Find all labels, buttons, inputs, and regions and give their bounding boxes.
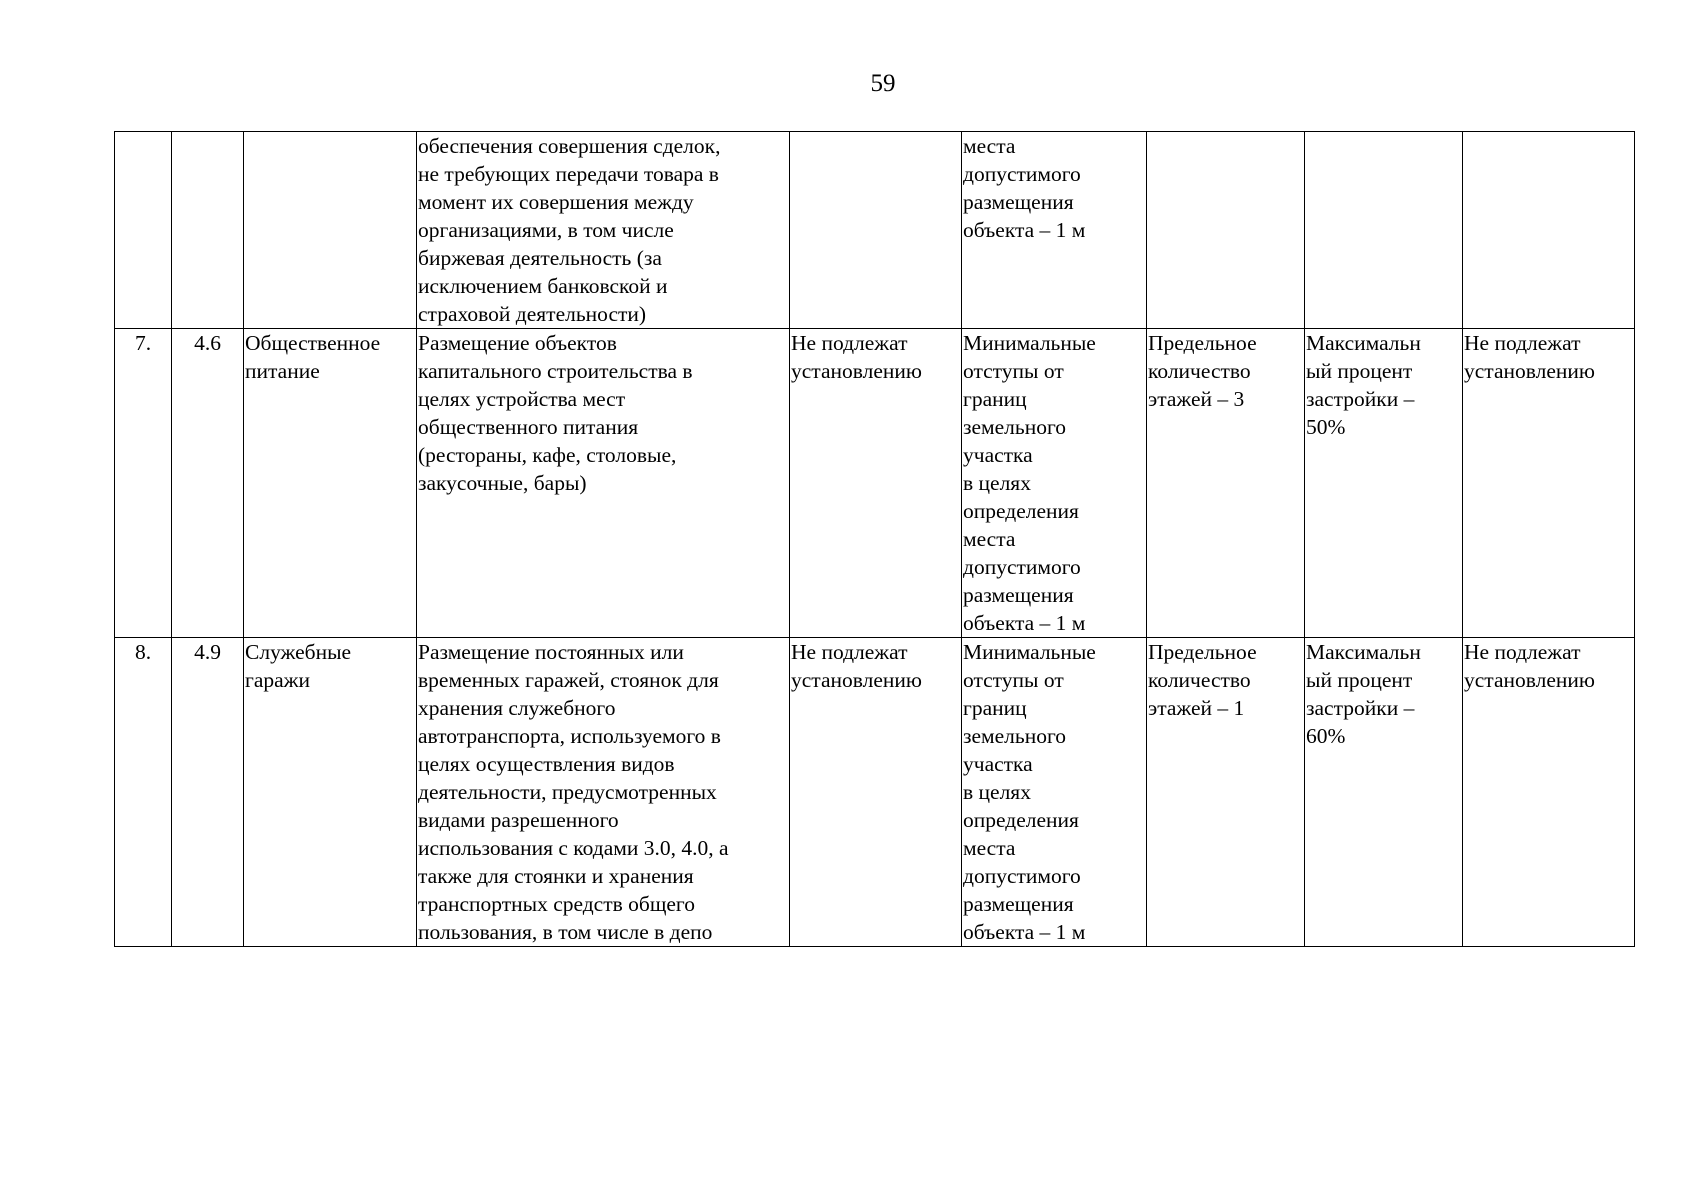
cell-text-line: отступы от: [963, 359, 1064, 383]
cell-text-line: границ: [963, 387, 1027, 411]
cell-text-line: хранения служебного: [418, 696, 616, 720]
cell-text-line: временных гаражей, стоянок для: [418, 668, 719, 692]
cell-text-line: капитального строительства в: [418, 359, 693, 383]
row-number-cell: [115, 132, 172, 329]
cell-text-line: границ: [963, 696, 1027, 720]
cell-text-line: ый процент: [1306, 668, 1413, 692]
table-row: [115, 329, 1635, 638]
use-name-cell: [244, 329, 417, 638]
other-params-cell: [1463, 329, 1635, 638]
cell-text-line: участка: [963, 443, 1033, 467]
cell-text-line: Максимальн: [1306, 640, 1421, 664]
cell-text-line: 60%: [1306, 724, 1346, 748]
cell-text-line: участка: [963, 752, 1033, 776]
cell-text-line: места: [963, 836, 1016, 860]
cell-text-line: Минимальные: [963, 640, 1096, 664]
cell-text-line: не требующих передачи товара в: [418, 162, 719, 186]
cell-text-line: установлению: [1464, 668, 1595, 692]
cell-text-line: автотранспорта, используемого в: [418, 724, 721, 748]
cell-text-line: также для стоянки и хранения: [418, 864, 694, 888]
cell-text-line: биржевая деятельность (за: [418, 246, 662, 270]
cell-text-line: размещения: [963, 892, 1074, 916]
cell-text-line: Размещение постоянных или: [418, 640, 684, 664]
cell-text-line: объекта – 1 м: [963, 218, 1086, 242]
cell-text-line: установлению: [1464, 359, 1595, 383]
cell-text-line: объекта – 1 м: [963, 920, 1086, 944]
use-description-cell: [417, 329, 790, 638]
cell-text-line: закусочные, бары): [418, 471, 587, 495]
cell-text-line: Не подлежат: [791, 331, 908, 355]
floors-cell: [1147, 132, 1305, 329]
use-name-cell: [244, 132, 417, 329]
setbacks-cell: [962, 329, 1147, 638]
other-params-cell: [1463, 132, 1635, 329]
setbacks-cell: [962, 638, 1147, 947]
cell-text-line: определения: [963, 499, 1079, 523]
cell-text-line: 50%: [1306, 415, 1346, 439]
cell-text-line: целях устройства мест: [418, 387, 626, 411]
cell-text-line: гаражи: [245, 668, 311, 692]
row-number-cell: 8.: [115, 638, 172, 947]
use-description-cell: [417, 638, 790, 947]
cell-text-line: Служебные: [245, 640, 352, 664]
cell-text-line: Предельное: [1148, 640, 1257, 664]
cell-text-line: объекта – 1 м: [963, 611, 1086, 635]
cell-text-line: земельного: [963, 724, 1067, 748]
cell-text-line: Минимальные: [963, 331, 1096, 355]
cell-text-line: установлению: [791, 668, 922, 692]
cell-text-line: Предельное: [1148, 331, 1257, 355]
land-use-table: [114, 131, 1635, 947]
cell-text-line: установлению: [791, 359, 922, 383]
use-name-cell: [244, 638, 417, 947]
cell-text-line: Максимальн: [1306, 331, 1421, 355]
cell-text-line: деятельности, предусмотренных: [418, 780, 717, 804]
floors-cell: [1147, 329, 1305, 638]
cell-text-line: места: [963, 134, 1016, 158]
cell-text-line: момент их совершения между: [418, 190, 694, 214]
plot-size-cell: [790, 329, 962, 638]
cell-text-line: (рестораны, кафе, столовые,: [418, 443, 677, 467]
table-row: [115, 638, 1635, 947]
cell-text-line: определения: [963, 808, 1079, 832]
cell-text-line: в целях: [963, 780, 1031, 804]
cell-text-line: целях осуществления видов: [418, 752, 675, 776]
cell-text-line: отступы от: [963, 668, 1064, 692]
other-params-cell: [1463, 638, 1635, 947]
table-body: [115, 132, 1635, 947]
cell-text-line: количество: [1148, 359, 1251, 383]
cell-text-line: обеспечения совершения сделок,: [418, 134, 721, 158]
coverage-cell: [1305, 132, 1463, 329]
table-row: [115, 132, 1635, 329]
use-code-cell: [172, 132, 244, 329]
cell-text-line: страховой деятельности): [418, 302, 647, 326]
use-code-cell: 4.9: [172, 638, 244, 947]
cell-text-line: использования с кодами 3.0, 4.0, а: [418, 836, 729, 860]
cell-text-line: места: [963, 527, 1016, 551]
cell-text-line: допустимого: [963, 555, 1081, 579]
cell-text-line: Не подлежат: [1464, 640, 1581, 664]
cell-text-line: организациями, в том числе: [418, 218, 674, 242]
cell-text-line: Размещение объектов: [418, 331, 617, 355]
cell-text-line: допустимого: [963, 162, 1081, 186]
cell-text-line: транспортных средств общего: [418, 892, 695, 916]
cell-text-line: допустимого: [963, 864, 1081, 888]
cell-text-line: общественного питания: [418, 415, 639, 439]
cell-text-line: застройки –: [1306, 696, 1415, 720]
cell-text-line: застройки –: [1306, 387, 1415, 411]
use-description-cell: [417, 132, 790, 329]
setbacks-cell: [962, 132, 1147, 329]
row-number-cell: 7.: [115, 329, 172, 638]
cell-text-line: размещения: [963, 190, 1074, 214]
cell-text-line: Не подлежат: [791, 640, 908, 664]
page-number: 59: [870, 70, 896, 97]
cell-text-line: пользования, в том числе в депо: [418, 920, 713, 944]
cell-text-line: земельного: [963, 415, 1067, 439]
cell-text-line: этажей – 1: [1148, 696, 1245, 720]
cell-text-line: этажей – 3: [1148, 387, 1245, 411]
floors-cell: [1147, 638, 1305, 947]
use-code-cell: 4.6: [172, 329, 244, 638]
cell-text-line: размещения: [963, 583, 1074, 607]
cell-text-line: Не подлежат: [1464, 331, 1581, 355]
coverage-cell: [1305, 638, 1463, 947]
plot-size-cell: [790, 132, 962, 329]
cell-text-line: исключением банковской и: [418, 274, 668, 298]
cell-text-line: в целях: [963, 471, 1031, 495]
cell-text-line: Общественное: [245, 331, 381, 355]
plot-size-cell: [790, 638, 962, 947]
cell-text-line: питание: [245, 359, 320, 383]
coverage-cell: [1305, 329, 1463, 638]
cell-text-line: видами разрешенного: [418, 808, 619, 832]
cell-text-line: ый процент: [1306, 359, 1413, 383]
cell-text-line: количество: [1148, 668, 1251, 692]
